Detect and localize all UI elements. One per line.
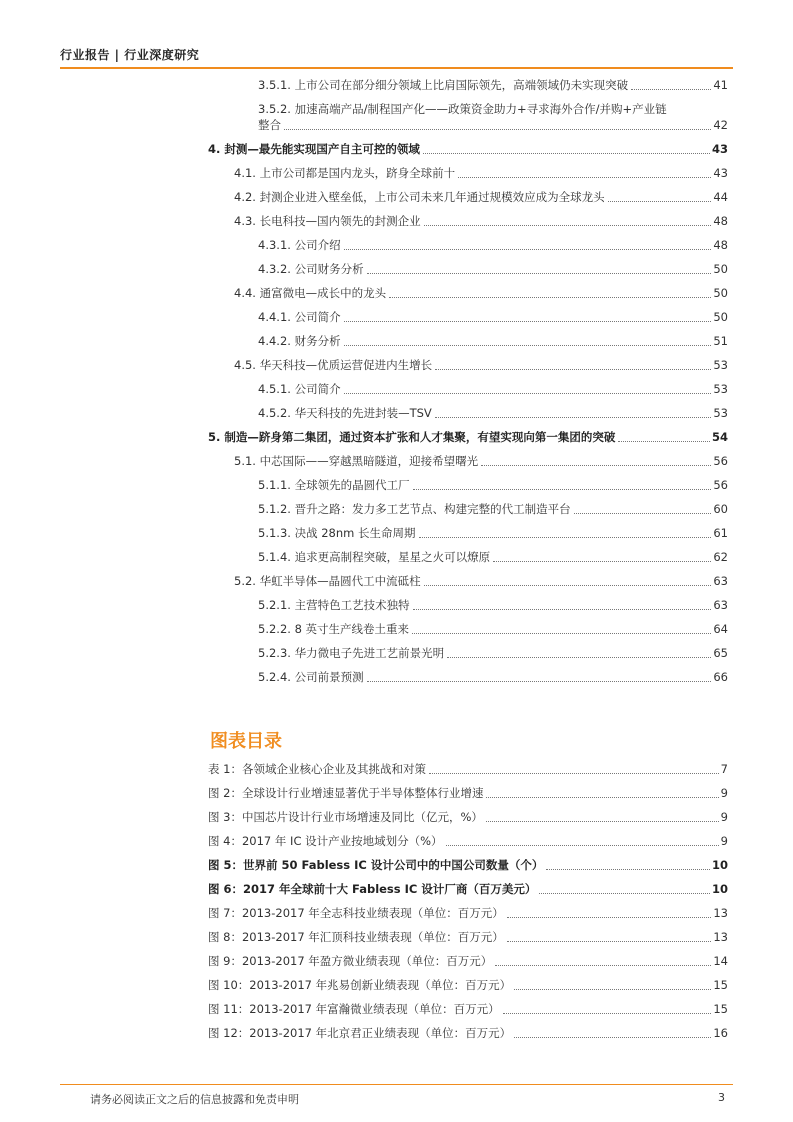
dot-leader xyxy=(435,417,712,418)
figure-entry-5[interactable]: 图 5：世界前 50 Fabless IC 设计公司中的中国公司数量（个） 10 xyxy=(208,858,728,872)
dot-leader xyxy=(423,153,710,154)
dot-leader xyxy=(344,249,712,250)
toc-entry-4-5-1[interactable]: 4.5.1. 公司简介 53 xyxy=(258,382,728,396)
toc-entry-4-4-1[interactable]: 4.4.1. 公司简介 50 xyxy=(258,310,728,324)
toc-entry-4-4[interactable]: 4.4. 通富微电—成长中的龙头 50 xyxy=(234,286,728,300)
dot-leader xyxy=(424,585,712,586)
toc-entry-5-1-3[interactable]: 5.1.3. 决战 28nm 长生命周期 61 xyxy=(258,526,728,540)
header-rule xyxy=(60,67,733,69)
figure-entry-4[interactable]: 图 4：2017 年 IC 设计产业按地域划分（%） 9 xyxy=(208,834,728,848)
dot-leader xyxy=(503,1013,712,1014)
dot-leader xyxy=(574,513,712,514)
toc-entry-4-4-2[interactable]: 4.4.2. 财务分析 51 xyxy=(258,334,728,348)
dot-leader xyxy=(344,393,712,394)
toc-entry-4-3-1[interactable]: 4.3.1. 公司介绍 48 xyxy=(258,238,728,252)
toc-entry-5-1-4[interactable]: 5.1.4. 追求更高制程突破，星星之火可以燎原 62 xyxy=(258,550,728,564)
figure-entry-12[interactable]: 图 12：2013-2017 年北京君正业绩表现（单位：百万元） 16 xyxy=(208,1026,728,1040)
figures-section-title: 图表目录 xyxy=(210,731,282,752)
toc-entry-3-5-1[interactable]: 3.5.1. 上市公司在部分细分领域上比肩国际领先，高端领域仍未实现突破 41 xyxy=(258,78,728,92)
toc-entry-4-5[interactable]: 4.5. 华天科技—优质运营促进内生增长 53 xyxy=(234,358,728,372)
dot-leader xyxy=(546,869,710,870)
toc-entry-5[interactable]: 5. 制造—跻身第二集团，通过资本扩张和人才集聚，有望实现向第一集团的突破 54 xyxy=(208,430,728,444)
figure-entry-6[interactable]: 图 6：2017 年全球前十大 Fabless IC 设计厂商（百万美元） 10 xyxy=(208,882,728,896)
toc-entry-5-2[interactable]: 5.2. 华虹半导体—晶圆代工中流砥柱 63 xyxy=(234,574,728,588)
toc-entry-5-1[interactable]: 5.1. 中芯国际——穿越黑暗隧道，迎接希望曙光 56 xyxy=(234,454,728,468)
page-number: 3 xyxy=(718,1091,725,1104)
figure-entry-10[interactable]: 图 10：2013-2017 年兆易创新业绩表现（单位：百万元） 15 xyxy=(208,978,728,992)
toc-entry-4-3-2[interactable]: 4.3.2. 公司财务分析 50 xyxy=(258,262,728,276)
figure-entry-3[interactable]: 图 3：中国芯片设计行业市场增速及同比（亿元，%） 9 xyxy=(208,810,728,824)
dot-leader xyxy=(389,297,711,298)
dot-leader xyxy=(495,965,711,966)
toc-entry-5-2-3[interactable]: 5.2.3. 华力微电子先进工艺前景光明 65 xyxy=(258,646,728,660)
dot-leader xyxy=(481,465,711,466)
dot-leader xyxy=(608,201,712,202)
toc-entry-5-1-2[interactable]: 5.1.2. 晋升之路：发力多工艺节点、构建完整的代工制造平台 60 xyxy=(258,502,728,516)
dot-leader xyxy=(446,845,719,846)
dot-leader xyxy=(419,537,712,538)
toc-entry-4[interactable]: 4. 封测—最先能实现国产自主可控的领域 43 xyxy=(208,142,728,156)
dot-leader xyxy=(493,561,711,562)
figure-entry-7[interactable]: 图 7：2013-2017 年全志科技业绩表现（单位：百万元） 13 xyxy=(208,906,728,920)
figure-entry-11[interactable]: 图 11：2013-2017 年富瀚微业绩表现（单位：百万元） 15 xyxy=(208,1002,728,1016)
dot-leader xyxy=(412,633,711,634)
toc-entry-label-cont: 整合 xyxy=(258,118,281,132)
dot-leader xyxy=(435,369,711,370)
dot-leader xyxy=(424,225,712,226)
dot-leader xyxy=(367,681,712,682)
dot-leader xyxy=(486,821,719,822)
dot-leader xyxy=(367,273,712,274)
figure-entry-1[interactable]: 表 1：各领域企业核心企业及其挑战和对策 7 xyxy=(208,762,728,776)
dot-leader xyxy=(458,177,711,178)
figure-entry-2[interactable]: 图 2：全球设计行业增速显著优于半导体整体行业增速 9 xyxy=(208,786,728,800)
toc-entry-label: 3.5.2. 加速高端产品/制程国产化——政策资金助力+寻求海外合作/并购+产业链 xyxy=(258,102,667,116)
report-header-title: 行业报告 | 行业深度研究 xyxy=(60,48,200,62)
dot-leader xyxy=(284,129,711,130)
toc-entry-5-2-1[interactable]: 5.2.1. 主营特色工艺技术独特 63 xyxy=(258,598,728,612)
dot-leader xyxy=(507,917,712,918)
toc-entry-4-5-2[interactable]: 4.5.2. 华天科技的先进封装—TSV 53 xyxy=(258,406,728,420)
figure-entry-9[interactable]: 图 9：2013-2017 年盈方微业绩表现（单位：百万元） 14 xyxy=(208,954,728,968)
dot-leader xyxy=(618,441,710,442)
footer-rule xyxy=(60,1084,733,1085)
dot-leader xyxy=(447,657,711,658)
figure-entry-8[interactable]: 图 8：2013-2017 年汇顶科技业绩表现（单位：百万元） 13 xyxy=(208,930,728,944)
footer-disclaimer: 请务必阅读正文之后的信息披露和免责申明 xyxy=(90,1093,299,1106)
dot-leader xyxy=(631,89,711,90)
dot-leader xyxy=(507,941,712,942)
dot-leader xyxy=(344,321,712,322)
toc-entry-4-3[interactable]: 4.3. 长电科技—国内领先的封测企业 48 xyxy=(234,214,728,228)
toc-entry-4-2[interactable]: 4.2. 封测企业进入壁垒低，上市公司未来几年通过规模效应成为全球龙头 44 xyxy=(234,190,728,204)
dot-leader xyxy=(413,489,712,490)
dot-leader xyxy=(514,1037,711,1038)
dot-leader xyxy=(539,893,710,894)
dot-leader xyxy=(514,989,711,990)
toc-entry-4-1[interactable]: 4.1. 上市公司都是国内龙头，跻身全球前十 43 xyxy=(234,166,728,180)
toc-entry-5-2-4[interactable]: 5.2.4. 公司前景预测 66 xyxy=(258,670,728,684)
dot-leader xyxy=(486,797,718,798)
toc-entry-5-2-2[interactable]: 5.2.2. 8 英寸生产线卷土重来 64 xyxy=(258,622,728,636)
toc-entry-page: 42 xyxy=(713,118,728,132)
dot-leader xyxy=(429,773,719,774)
dot-leader xyxy=(413,609,712,610)
dot-leader xyxy=(344,345,712,346)
toc-entry-3-5-2[interactable] xyxy=(258,101,728,133)
toc-entry-5-1-1[interactable]: 5.1.1. 全球领先的晶圆代工厂 56 xyxy=(258,478,728,492)
